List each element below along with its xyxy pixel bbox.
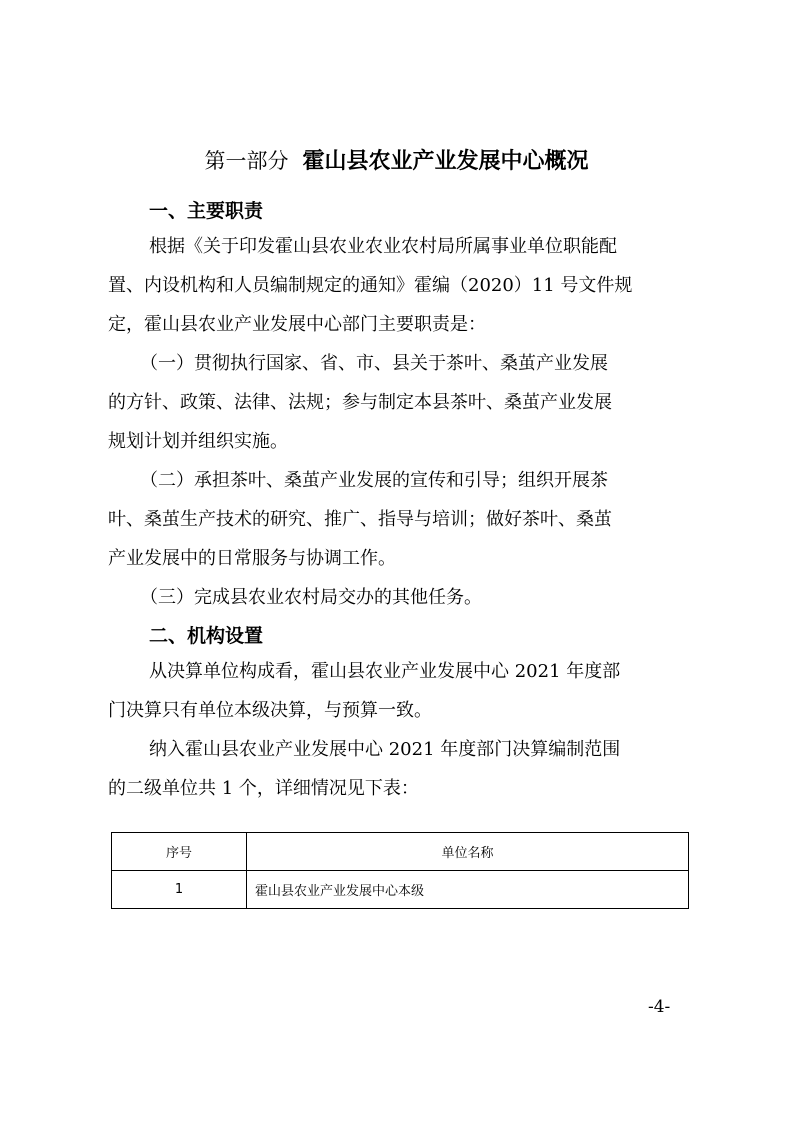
units-table — [111, 832, 689, 909]
paragraph-line: 置、内设机构和人员编制规定的通知》霍编（2020）11 号文件规 — [108, 275, 633, 296]
paragraph-line: 门决算只有单位本级决算，与预算一致。 — [108, 700, 432, 721]
paragraph-line: 纳入霍山县农业产业发展中心 2021 年度部门决算编制范围 — [149, 739, 621, 760]
paragraph-line: （一）贯彻执行国家、省、市、县关于茶叶、桑茧产业发展 — [140, 353, 608, 374]
section-heading-duties: 一、主要职责 — [149, 200, 264, 222]
header-unit-name: 单位名称 — [247, 833, 689, 871]
paragraph-line: 规划计划并组织实施。 — [108, 431, 288, 452]
header-serial: 序号 — [112, 833, 247, 871]
paragraph-line: 定，霍山县农业产业发展中心部门主要职责是： — [108, 314, 486, 335]
paragraph-line: 产业发展中的日常服务与协调工作。 — [108, 548, 396, 569]
paragraph-line: 叶、桑茧生产技术的研究、推广、指导与培训；做好茶叶、桑茧 — [108, 509, 612, 530]
paragraph-line: 的二级单位共 1 个，详细情况见下表： — [108, 778, 419, 799]
paragraph-line: 从决算单位构成看，霍山县农业产业发展中心 2021 年度部 — [149, 661, 621, 682]
paragraph-line: （二）承担茶叶、桑茧产业发展的宣传和引导；组织开展茶 — [140, 470, 608, 491]
table-header-row — [112, 833, 689, 871]
paragraph-line: 根据《关于印发霍山县农业农业农村局所属事业单位职能配 — [149, 236, 617, 257]
page-title — [0, 143, 793, 180]
paragraph-line: （三）完成县农业农村局交办的其他任务。 — [140, 587, 482, 608]
title-main: 霍山县农业产业发展中心概况 — [302, 149, 589, 174]
table-row — [112, 871, 689, 909]
cell-unit-name: 霍山县农业产业发展中心本级 — [247, 871, 689, 909]
page-number: -4- — [648, 997, 671, 1017]
paragraph-line: 的方针、政策、法律、法规；参与制定本县茶叶、桑茧产业发展 — [108, 392, 612, 413]
title-prefix: 第一部分 — [204, 149, 289, 173]
cell-serial: 1 — [112, 871, 247, 909]
section-heading-organization: 二、机构设置 — [149, 625, 264, 647]
